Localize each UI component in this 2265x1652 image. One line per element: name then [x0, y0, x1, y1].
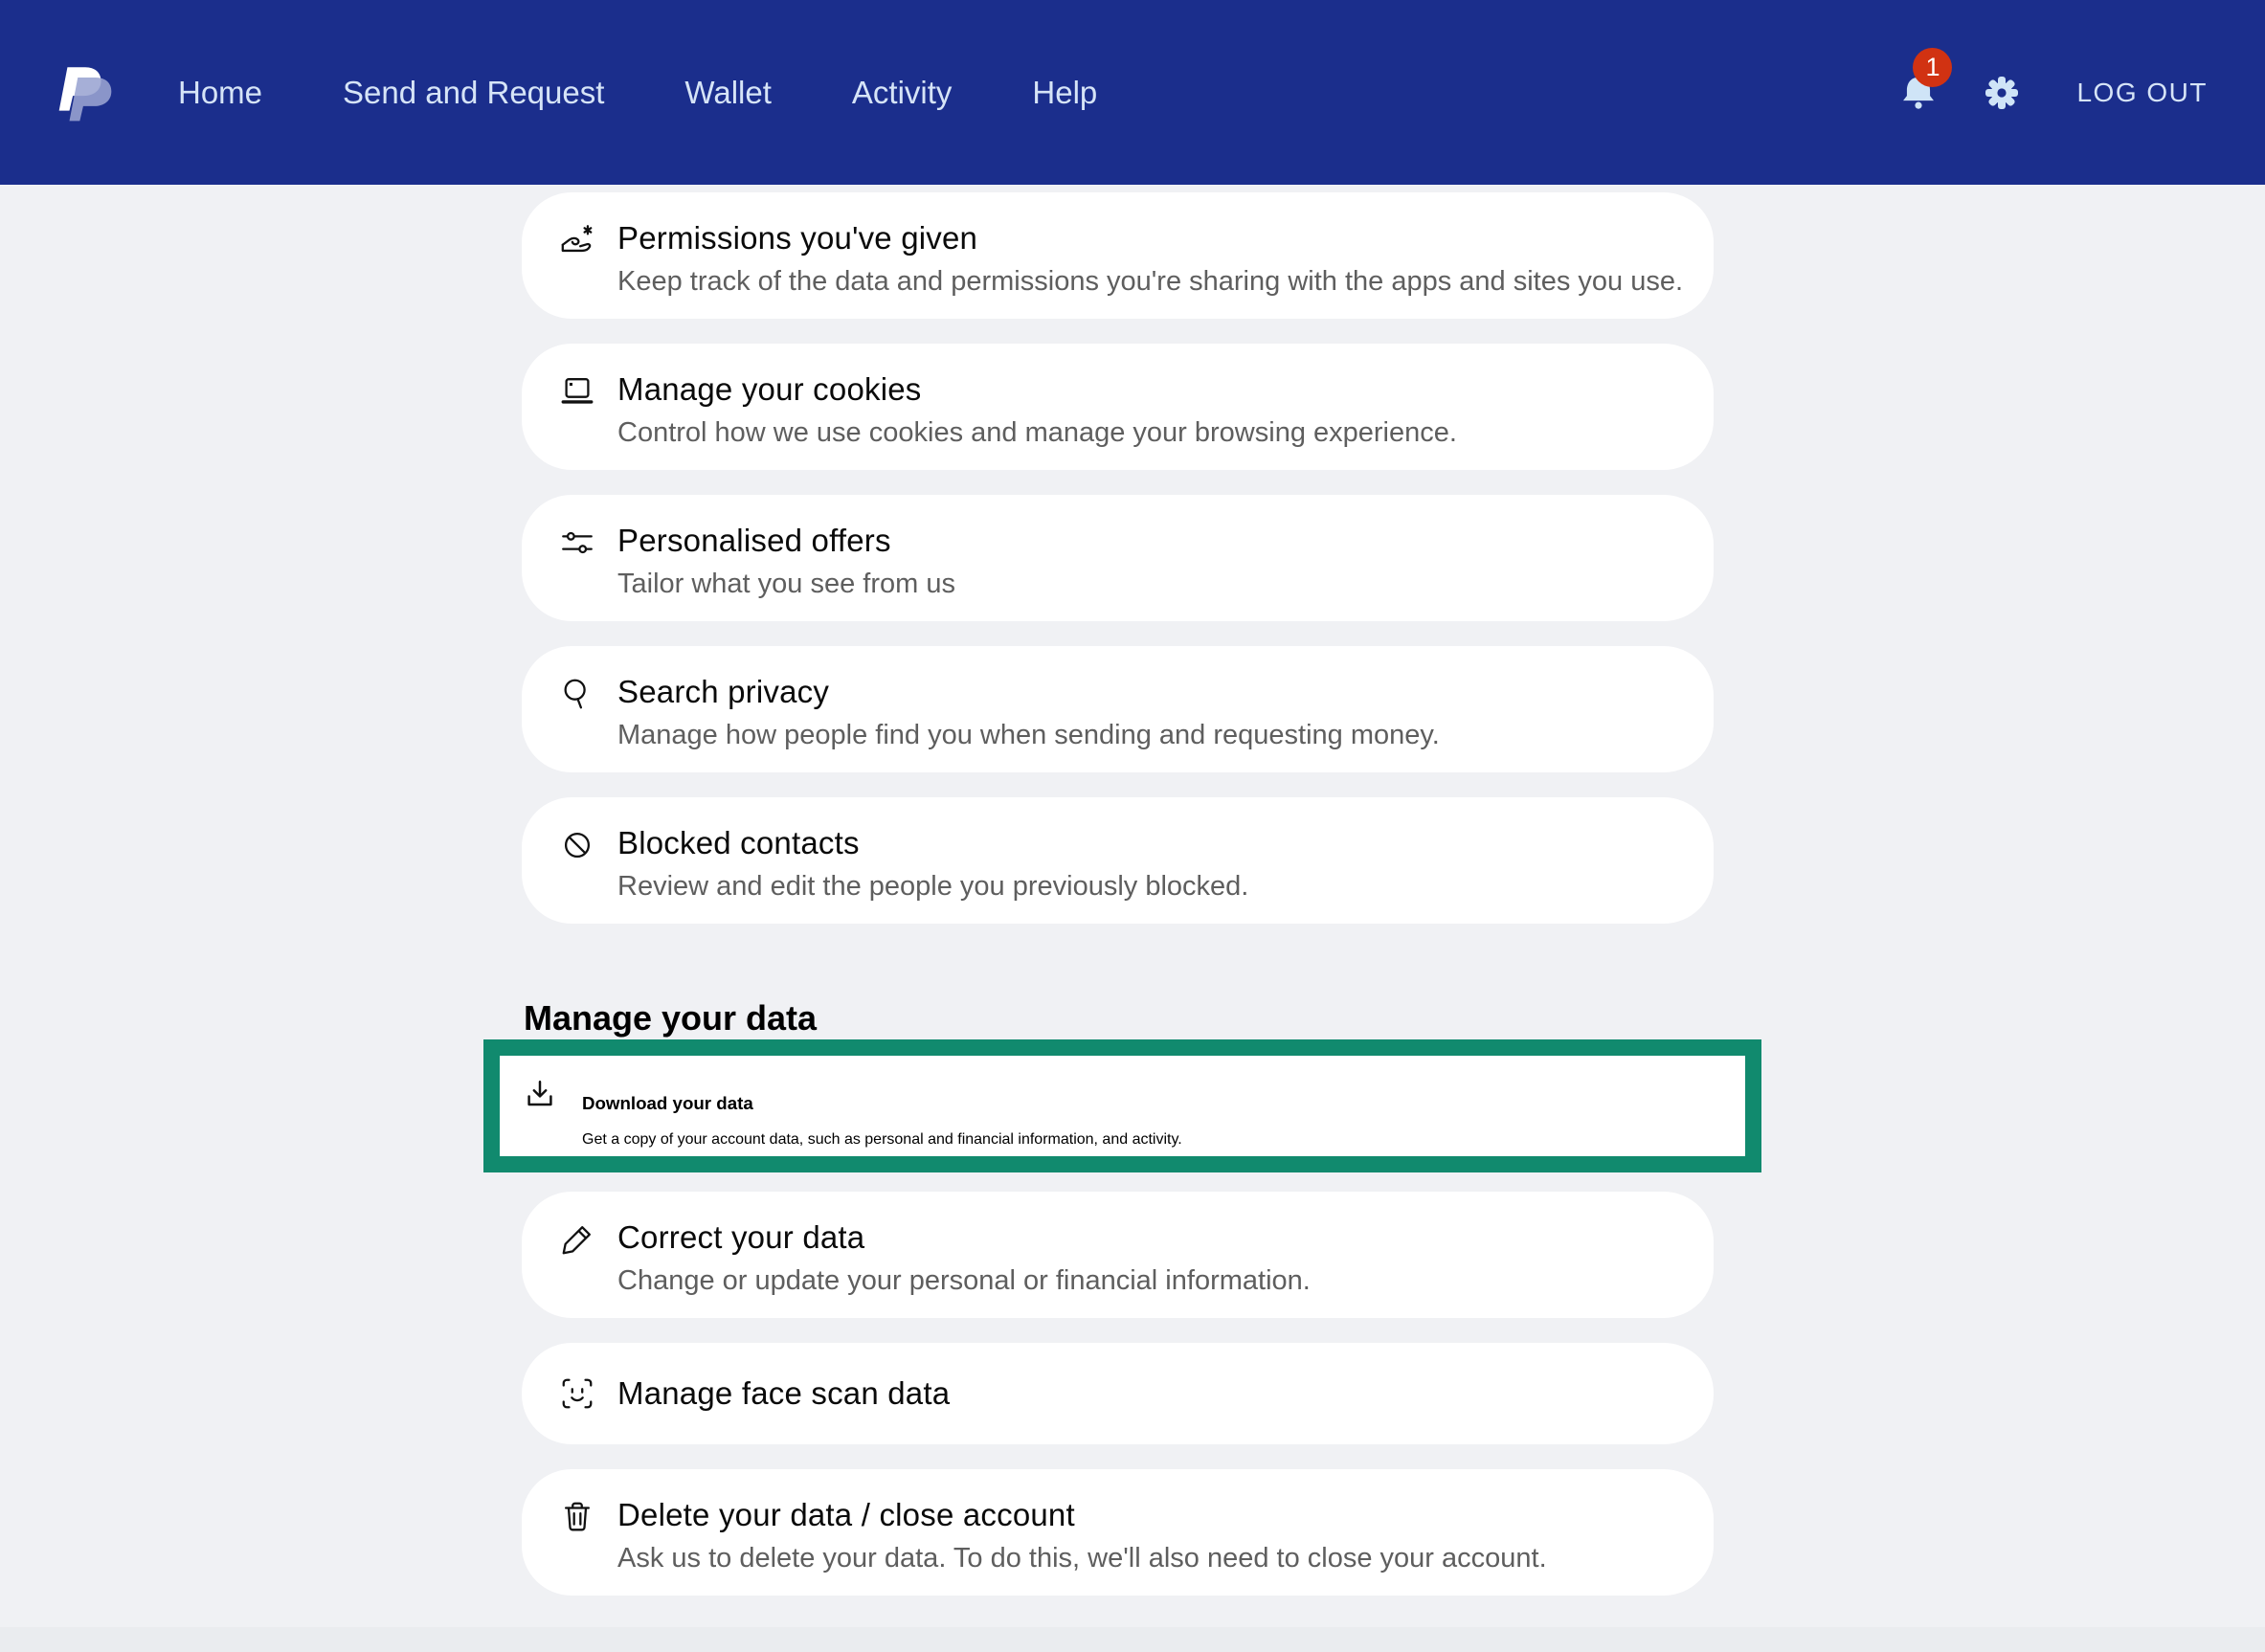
pencil-icon	[559, 1221, 595, 1258]
card-correct-your-data[interactable]	[522, 1192, 1714, 1318]
card-search-privacy[interactable]	[522, 646, 1714, 772]
card-text	[617, 219, 1683, 299]
card-text	[617, 522, 955, 601]
card-title: Download your data	[582, 1092, 753, 1113]
card-subtitle: Control how we use cookies and manage your browsing experience.	[617, 417, 1457, 448]
gear-icon	[1983, 74, 2021, 112]
card-subtitle: Tailor what you see from us	[617, 569, 955, 599]
nav-item-send-and-request[interactable]: Send and Request	[343, 75, 605, 110]
card-text	[617, 370, 1457, 450]
card-title: Manage face scan data	[617, 1375, 951, 1411]
card-subtitle: Ask us to delete your data. To do this, we'll also need to close your account.	[617, 1543, 1547, 1574]
card-download-your-data[interactable]	[500, 1056, 1745, 1156]
highlight-outline	[483, 1039, 1761, 1172]
section-heading-manage-your-data: Manage your data	[524, 998, 818, 1038]
card-title: Permissions you've given	[617, 220, 978, 256]
paypal-logo[interactable]	[54, 61, 117, 124]
card-subtitle: Get a copy of your account data, such as personal and financial information, and activity.	[582, 1131, 1182, 1149]
card-subtitle: Review and edit the people you previously blocked.	[617, 871, 1249, 902]
sliders-icon	[559, 525, 595, 561]
card-delete-your-data-close-account[interactable]	[522, 1469, 1714, 1596]
card-text	[617, 1374, 950, 1413]
card-text	[617, 1496, 1547, 1575]
face-scan-icon	[559, 1375, 595, 1412]
laptop-icon	[559, 373, 595, 410]
nav-item-wallet[interactable]: Wallet	[684, 75, 772, 110]
card-title: Search privacy	[617, 674, 830, 709]
hand-sparkle-icon	[559, 222, 595, 258]
nav-item-activity[interactable]: Activity	[851, 75, 953, 110]
download-icon	[522, 1077, 558, 1113]
nav-right-cluster	[1898, 52, 2208, 113]
settings-button[interactable]	[1983, 74, 2021, 112]
card-manage-your-cookies[interactable]	[522, 344, 1714, 470]
nav-item-home[interactable]: Home	[178, 75, 263, 110]
nav-item-help[interactable]: Help	[1032, 75, 1098, 110]
card-text	[582, 1075, 1182, 1164]
card-manage-face-scan-data[interactable]	[522, 1343, 1714, 1444]
top-nav	[0, 0, 2265, 185]
card-subtitle: Manage how people find you when sending and requesting money.	[617, 720, 1440, 750]
card-permissions-youve-given[interactable]	[522, 192, 1714, 319]
settings-list	[522, 192, 1714, 1596]
search-icon	[559, 676, 595, 712]
card-text	[617, 824, 1248, 904]
card-text	[617, 1218, 1311, 1298]
card-personalised-offers[interactable]	[522, 495, 1714, 621]
card-subtitle: Keep track of the data and permissions you're sharing with the apps and sites you use.	[617, 266, 1684, 297]
blocked-icon	[559, 827, 595, 863]
card-title: Blocked contacts	[617, 825, 860, 860]
card-blocked-contacts[interactable]	[522, 797, 1714, 924]
notifications-button[interactable]	[1898, 52, 1940, 113]
card-subtitle: Change or update your personal or financial information.	[617, 1265, 1311, 1296]
card-title: Manage your cookies	[617, 371, 922, 407]
logout-button[interactable]: LOG OUT	[2076, 77, 2208, 107]
card-title: Delete your data / close account	[617, 1497, 1075, 1532]
paypal-monogram-icon	[54, 61, 117, 124]
card-text	[617, 673, 1440, 752]
card-title: Personalised offers	[617, 523, 891, 558]
card-title: Correct your data	[617, 1219, 865, 1255]
nav-links	[178, 77, 1097, 108]
footer-strip	[0, 1627, 2265, 1652]
trash-icon	[559, 1499, 595, 1535]
notification-badge: 1	[1913, 48, 1952, 87]
